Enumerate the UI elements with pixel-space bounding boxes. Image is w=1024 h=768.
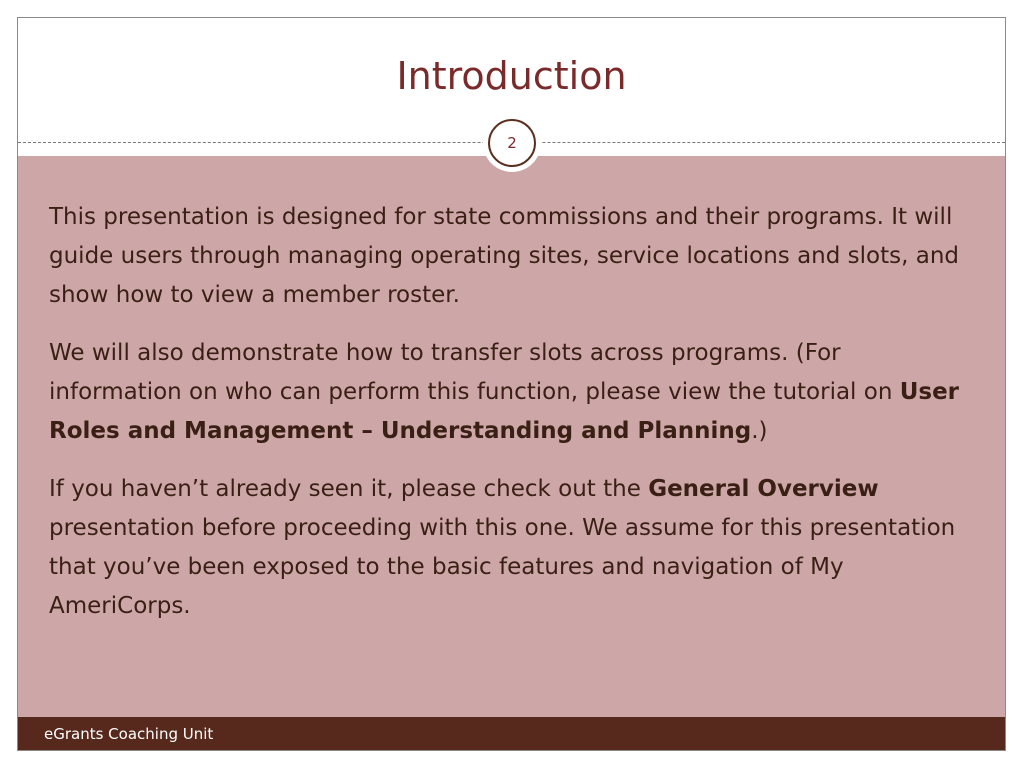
paragraph-transfer-text-before: We will also demonstrate how to transfer slots across programs. (For information on who can perform this function, please view the tutorial on [49, 340, 900, 405]
page-number: 2 [488, 119, 536, 167]
paragraph-transfer-text-after: .) [751, 418, 768, 444]
user-roles-tutorial-title: User Roles and Management – Understanding and Planning [49, 379, 960, 444]
paragraph-overview-text-after: presentation before proceeding with this one. We assume for this presentation that you’ve been exposed to the basic features and navigation of My AmeriCorps. [49, 515, 956, 619]
general-overview-title: General Overview [648, 476, 879, 502]
footer-text: eGrants Coaching Unit [44, 725, 214, 743]
slide-title: Introduction [396, 54, 627, 98]
paragraph-intro [49, 198, 979, 315]
body-text [49, 198, 979, 645]
paragraph-overview-text-before: If you haven’t already seen it, please check out the [49, 476, 649, 502]
footer-bar [18, 717, 1005, 751]
paragraph-intro-text: This presentation is designed for state commissions and their programs. It will guide users through managing operating sites, service locations and slots, and show how to view a member roster. [49, 204, 960, 308]
slide [17, 17, 1006, 751]
page-number-badge [483, 114, 541, 172]
paragraph-transfer [49, 334, 979, 451]
content-area [18, 156, 1005, 717]
paragraph-overview [49, 470, 979, 626]
